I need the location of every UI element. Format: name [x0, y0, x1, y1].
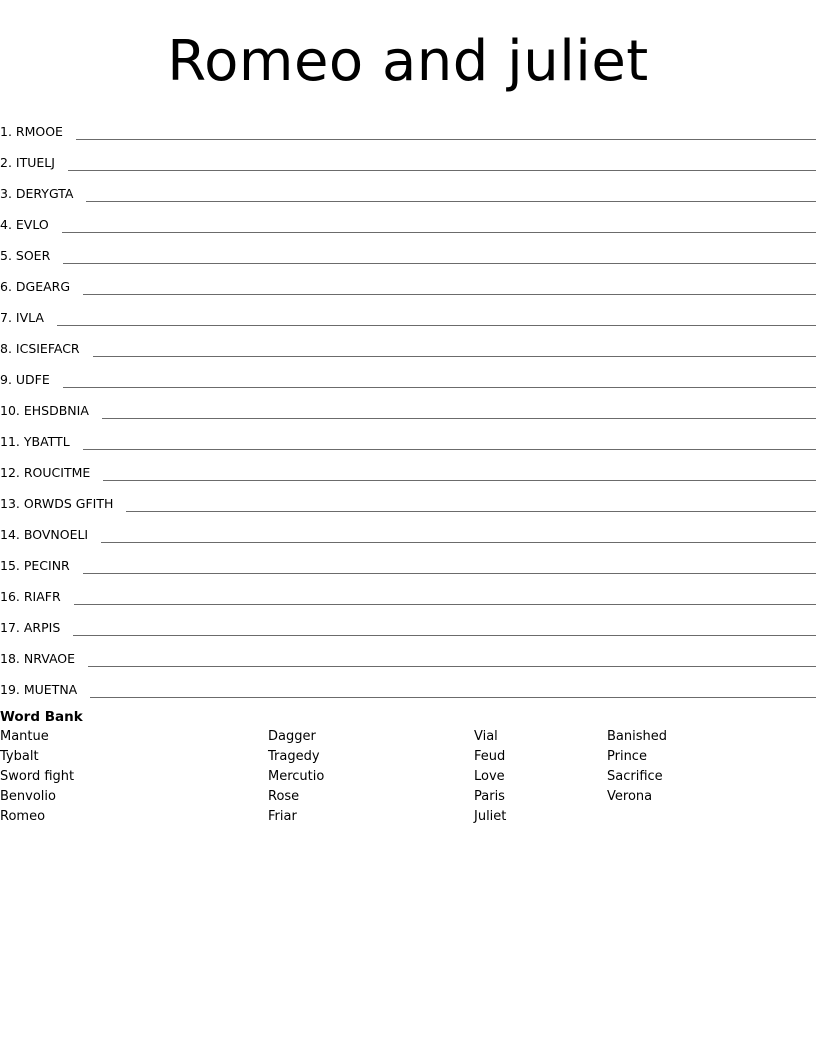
question-row [0, 421, 816, 452]
answer-line[interactable] [83, 293, 816, 295]
question-row [0, 173, 816, 204]
word-bank-item: Friar [268, 809, 297, 824]
word-bank-item: Dagger [268, 729, 316, 744]
answer-line[interactable] [74, 603, 816, 605]
answer-line[interactable] [126, 510, 816, 512]
answer-line[interactable] [63, 386, 816, 388]
word-bank-item: Tragedy [268, 749, 320, 764]
question-row [0, 576, 816, 607]
word-bank-item: Rose [268, 789, 300, 804]
scrambled-word: 8. ICSIEFACR [0, 341, 80, 356]
word-bank-item: Vial [474, 729, 498, 744]
scrambled-word: 4. EVLO [0, 217, 49, 232]
question-row [0, 390, 816, 421]
answer-line[interactable] [68, 169, 816, 171]
word-bank-column [0, 727, 74, 827]
word-bank-grid [0, 727, 816, 827]
question-row [0, 452, 816, 483]
word-bank-item: Mantue [0, 729, 49, 744]
question-row [0, 328, 816, 359]
word-bank-item: Banished [607, 729, 667, 744]
word-bank-item: Tybalt [0, 749, 39, 764]
scrambled-word: 6. DGEARG [0, 279, 71, 294]
scrambled-word: 12. ROUCITME [0, 465, 91, 480]
word-bank-item: Feud [474, 749, 506, 764]
answer-line[interactable] [93, 355, 816, 357]
answer-line[interactable] [83, 572, 816, 574]
word-bank [0, 707, 816, 827]
answer-line[interactable] [62, 231, 816, 233]
question-row [0, 142, 816, 173]
question-row [0, 638, 816, 669]
answer-line[interactable] [88, 665, 816, 667]
scrambled-word: 9. UDFE [0, 372, 50, 387]
word-bank-title: Word Bank [0, 709, 83, 725]
scrambled-word: 3. DERYGTA [0, 186, 74, 201]
answer-line[interactable] [76, 138, 816, 140]
question-row [0, 235, 816, 266]
scrambled-word: 17. ARPIS [0, 620, 61, 635]
question-list [0, 111, 816, 700]
word-bank-item: Sword fight [0, 769, 75, 784]
question-row [0, 111, 816, 142]
word-bank-item: Juliet [474, 809, 507, 824]
word-bank-item: Mercutio [268, 769, 325, 784]
scrambled-word: 1. RMOOE [0, 124, 63, 139]
word-bank-item: Sacrifice [607, 769, 663, 784]
question-row [0, 514, 816, 545]
answer-line[interactable] [102, 417, 816, 419]
answer-line[interactable] [103, 479, 816, 481]
scrambled-word: 16. RIAFR [0, 589, 61, 604]
scrambled-word: 5. SOER [0, 248, 51, 263]
scrambled-word: 10. EHSDBNIA [0, 403, 89, 418]
question-row [0, 607, 816, 638]
question-row [0, 266, 816, 297]
scrambled-word: 19. MUETNA [0, 682, 78, 697]
answer-line[interactable] [86, 200, 816, 202]
answer-line[interactable] [101, 541, 816, 543]
answer-line[interactable] [57, 324, 816, 326]
answer-line[interactable] [83, 448, 816, 450]
question-row [0, 669, 816, 700]
word-bank-item: Verona [607, 789, 653, 804]
word-bank-column [607, 727, 667, 807]
answer-line[interactable] [63, 262, 816, 264]
page-title: Romeo and juliet [167, 29, 649, 94]
scrambled-word: 14. BOVNOELI [0, 527, 89, 542]
scrambled-word: 2. ITUELJ [0, 155, 55, 170]
question-row [0, 545, 816, 576]
answer-line[interactable] [90, 696, 816, 698]
question-row [0, 483, 816, 514]
question-row [0, 297, 816, 328]
word-bank-item: Prince [607, 749, 647, 764]
word-bank-column [268, 727, 324, 827]
scrambled-word: 18. NRVAOE [0, 651, 76, 666]
word-bank-item: Benvolio [0, 789, 56, 804]
scrambled-word: 7. IVLA [0, 310, 44, 325]
scrambled-word: 13. ORWDS GFITH [0, 496, 114, 511]
word-bank-item: Romeo [0, 809, 46, 824]
scrambled-word: 15. PECINR [0, 558, 70, 573]
question-row [0, 204, 816, 235]
question-row [0, 359, 816, 390]
answer-line[interactable] [73, 634, 816, 636]
word-bank-item: Love [474, 769, 505, 784]
word-bank-column [474, 727, 506, 827]
word-bank-item: Paris [474, 789, 505, 804]
scrambled-word: 11. YBATTL [0, 434, 70, 449]
